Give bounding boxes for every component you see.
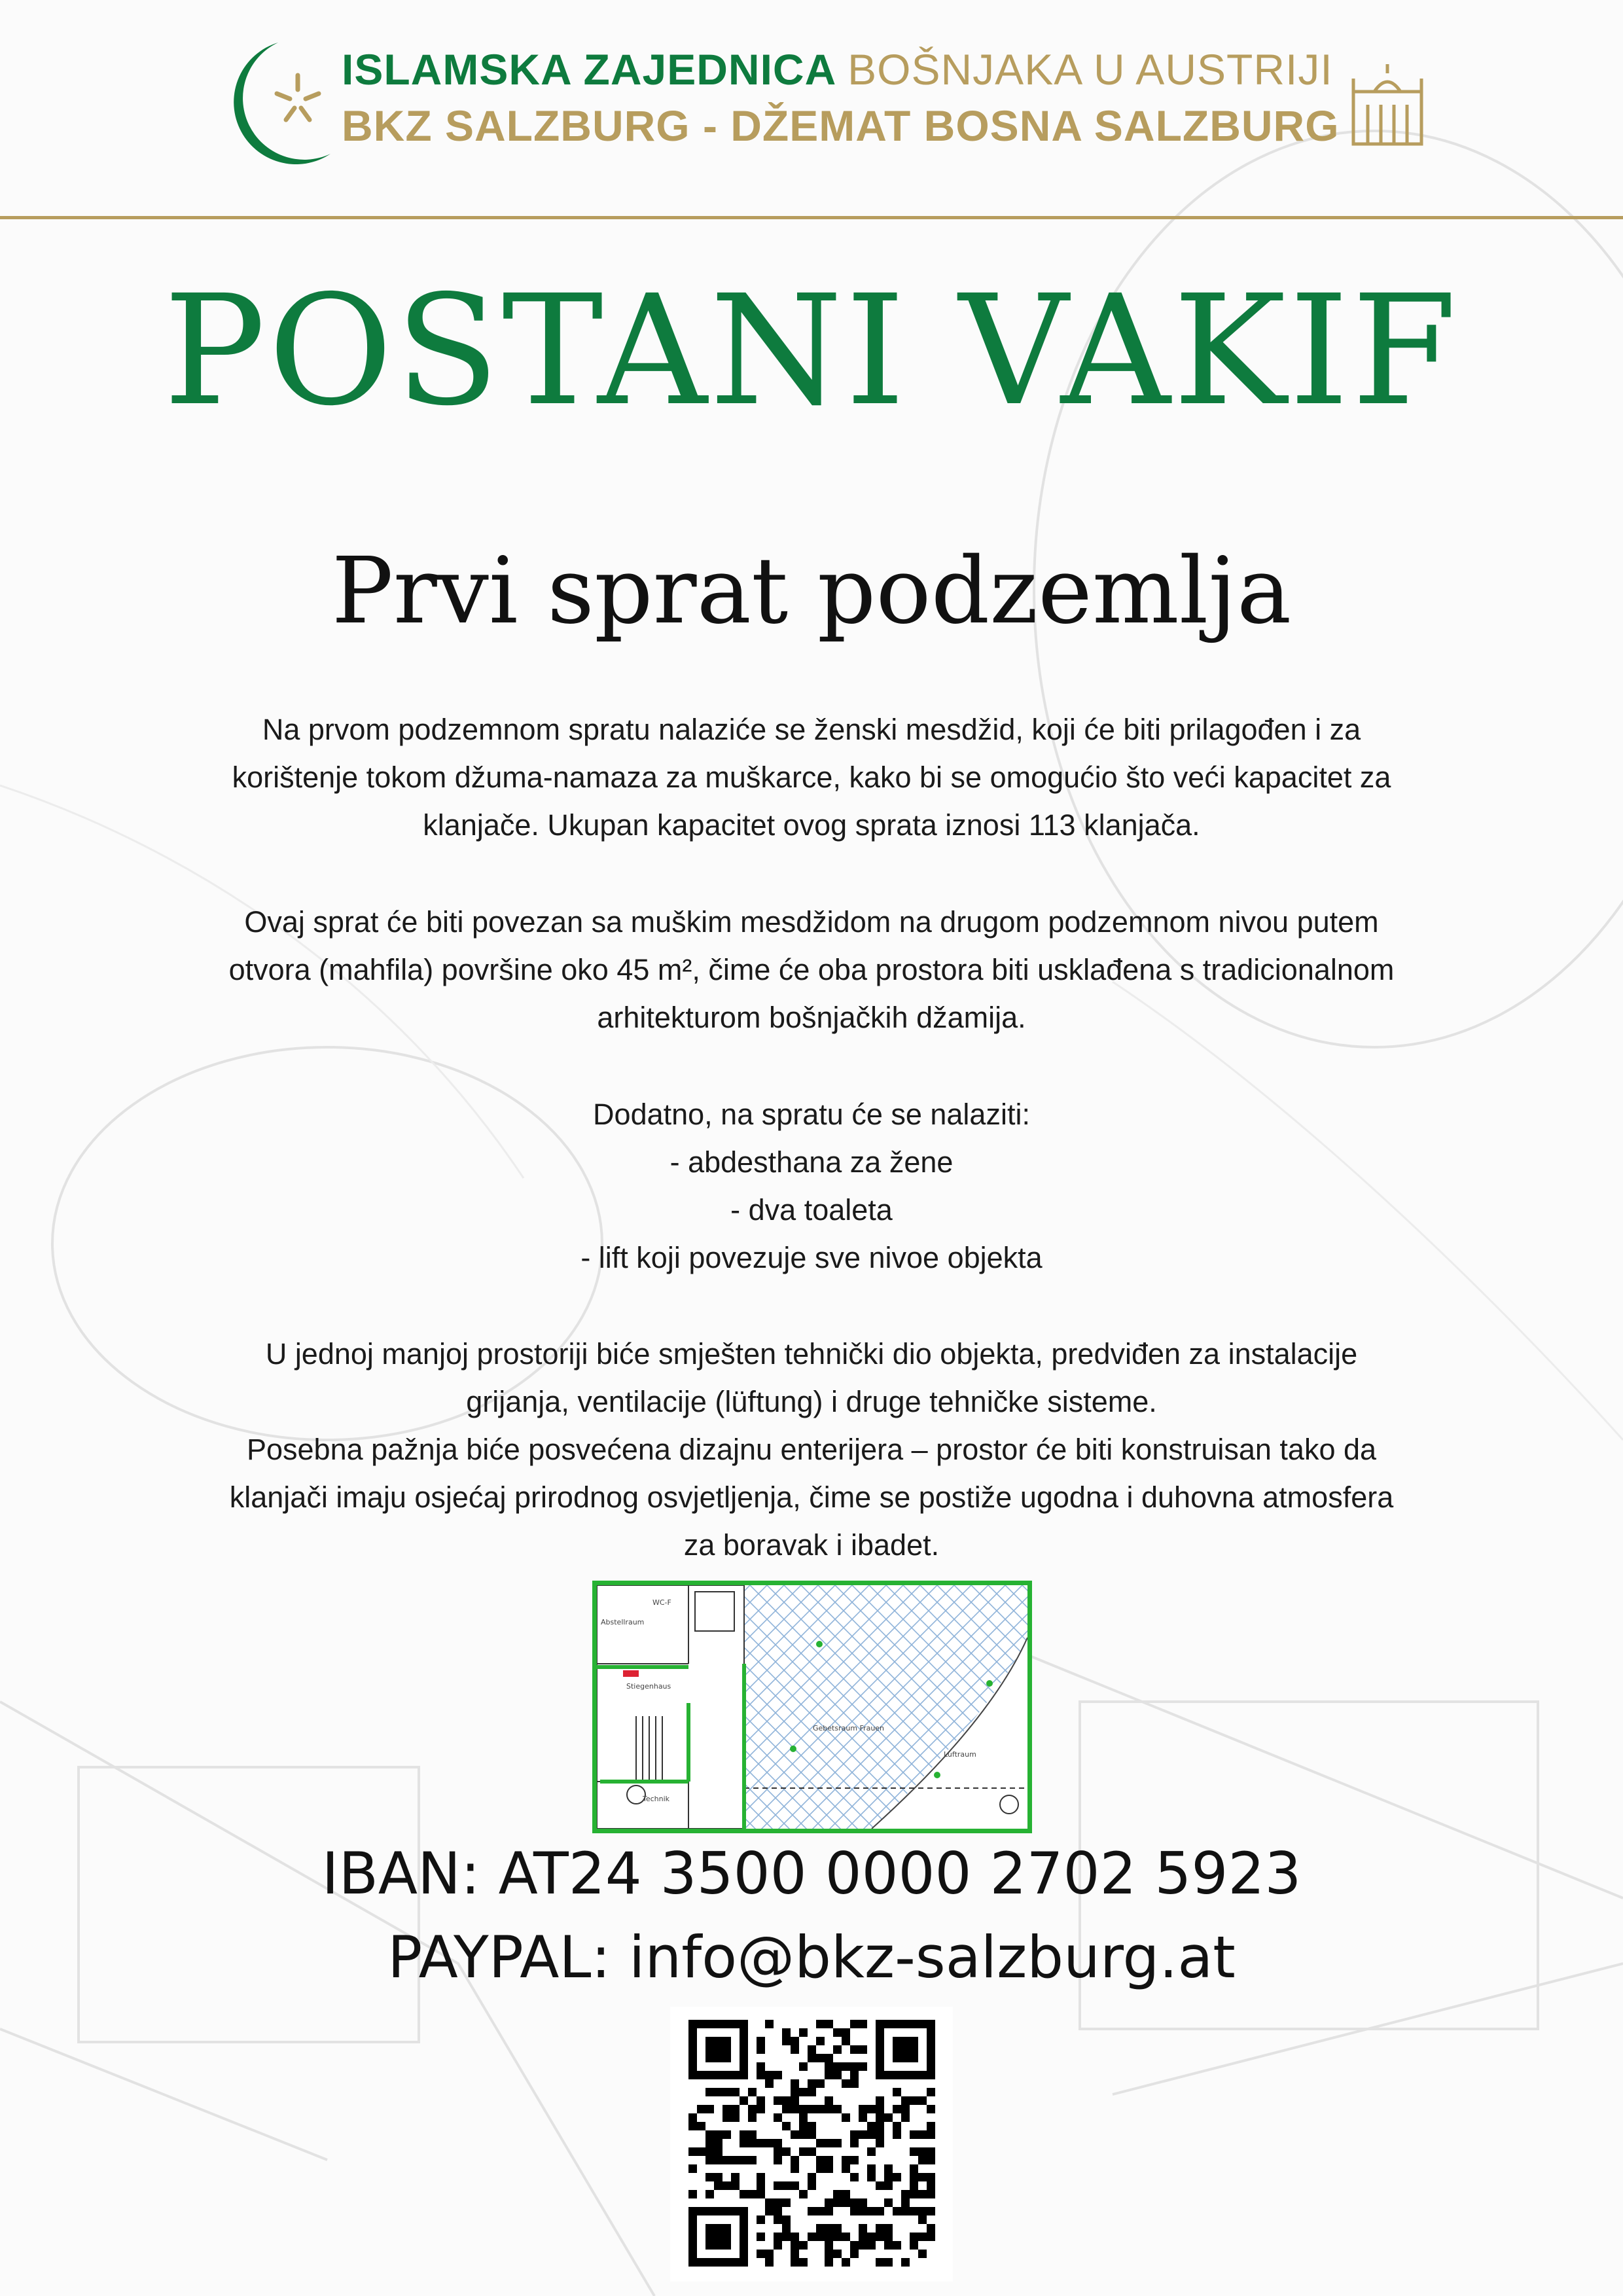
text-line: grijanja, ventilacije (lüftung) i druge tehničke sisteme. [466, 1385, 1157, 1418]
text-line: Posebna pažnja biće posvećena dizajnu enterijera – prostor će biti konstruisan tako da [246, 1433, 1377, 1466]
list-item: - dva toaleta [730, 1193, 893, 1227]
text-line: Ovaj sprat će biti povezan sa muškim mesdžidom na drugom podzemnom nivou putem [244, 905, 1379, 939]
text-line: arhitekturom bošnjačkih džamija. [597, 1001, 1026, 1034]
text-line: klanjače. Ukupan kapacitet ovog sprata iznosi 113 klanjača. [423, 808, 1200, 842]
room-label-wc: WC-F [652, 1598, 671, 1607]
organization-name-rest: BOŠNJAKA U AUSTRIJI [847, 45, 1333, 94]
mosque-icon [1348, 52, 1427, 147]
header-divider [0, 216, 1623, 219]
page-subtitle: Prvi sprat podzemlja [331, 538, 1292, 645]
floor-plan-image [592, 1581, 1032, 1833]
list-item: - lift koji povezuje sve nivoe objekta [580, 1241, 1043, 1274]
list-item: - abdesthana za žene [669, 1145, 954, 1179]
text-line: klanjači imaju osjećaj prirodnog osvjetljenja, čime se postiže ugodna i duhovna atmosfera [229, 1480, 1394, 1514]
paragraph-capacity [105, 706, 1518, 849]
organization-subtitle: BKZ SALZBURG - DŽEMAT BOSNA SALZBURG [342, 101, 1340, 150]
room-label-void: Luftraum [944, 1750, 976, 1759]
text-line: U jednoj manjoj prostoriji biće smješten tehnički dio objekta, predviđen za instalacije [265, 1337, 1358, 1371]
text-line: otvora (mahfila) površine oko 45 m², čime će oba prostora biti usklađena s tradicionalnom [228, 953, 1395, 986]
paragraph-connection [105, 898, 1518, 1041]
organization-name-bold: ISLAMSKA ZAJEDNICA [342, 45, 835, 94]
paypal-text: PAYPAL: info@bkz-salzburg.at [387, 1924, 1236, 1991]
text-line: Na prvom podzemnom spratu nalaziće se ženski mesdžid, koji će biti prilagođen i za [262, 713, 1361, 746]
room-label-prayer-hall: Gebetsraum Frauen [813, 1724, 885, 1732]
crescent-star-icon [200, 36, 357, 167]
paragraph-facilities [105, 1090, 1518, 1282]
text-line: korištenje tokom džuma-namaza za muškarce, kako bi se omogućio što veći kapacitet za [232, 761, 1391, 794]
iban-text: IBAN: AT24 3500 0000 2702 5923 [321, 1840, 1302, 1907]
room-label-storage: Abstellraum [601, 1618, 645, 1626]
room-label-technical: Technik [643, 1795, 670, 1803]
paragraph-technical [105, 1330, 1518, 1569]
organization-name [342, 45, 1333, 94]
qr-code-icon [670, 2007, 953, 2282]
text-line: za boravak i ibadet. [683, 1528, 940, 1562]
qr-code-graphic [670, 2007, 953, 2282]
page-title: POSTANI VAKIF [163, 262, 1460, 439]
floor-plan-drawing [597, 1585, 1027, 1829]
header [0, 0, 1623, 216]
room-label-stairs: Stiegenhaus [626, 1682, 671, 1691]
text-line: Dodatno, na spratu će se nalaziti: [593, 1098, 1030, 1131]
